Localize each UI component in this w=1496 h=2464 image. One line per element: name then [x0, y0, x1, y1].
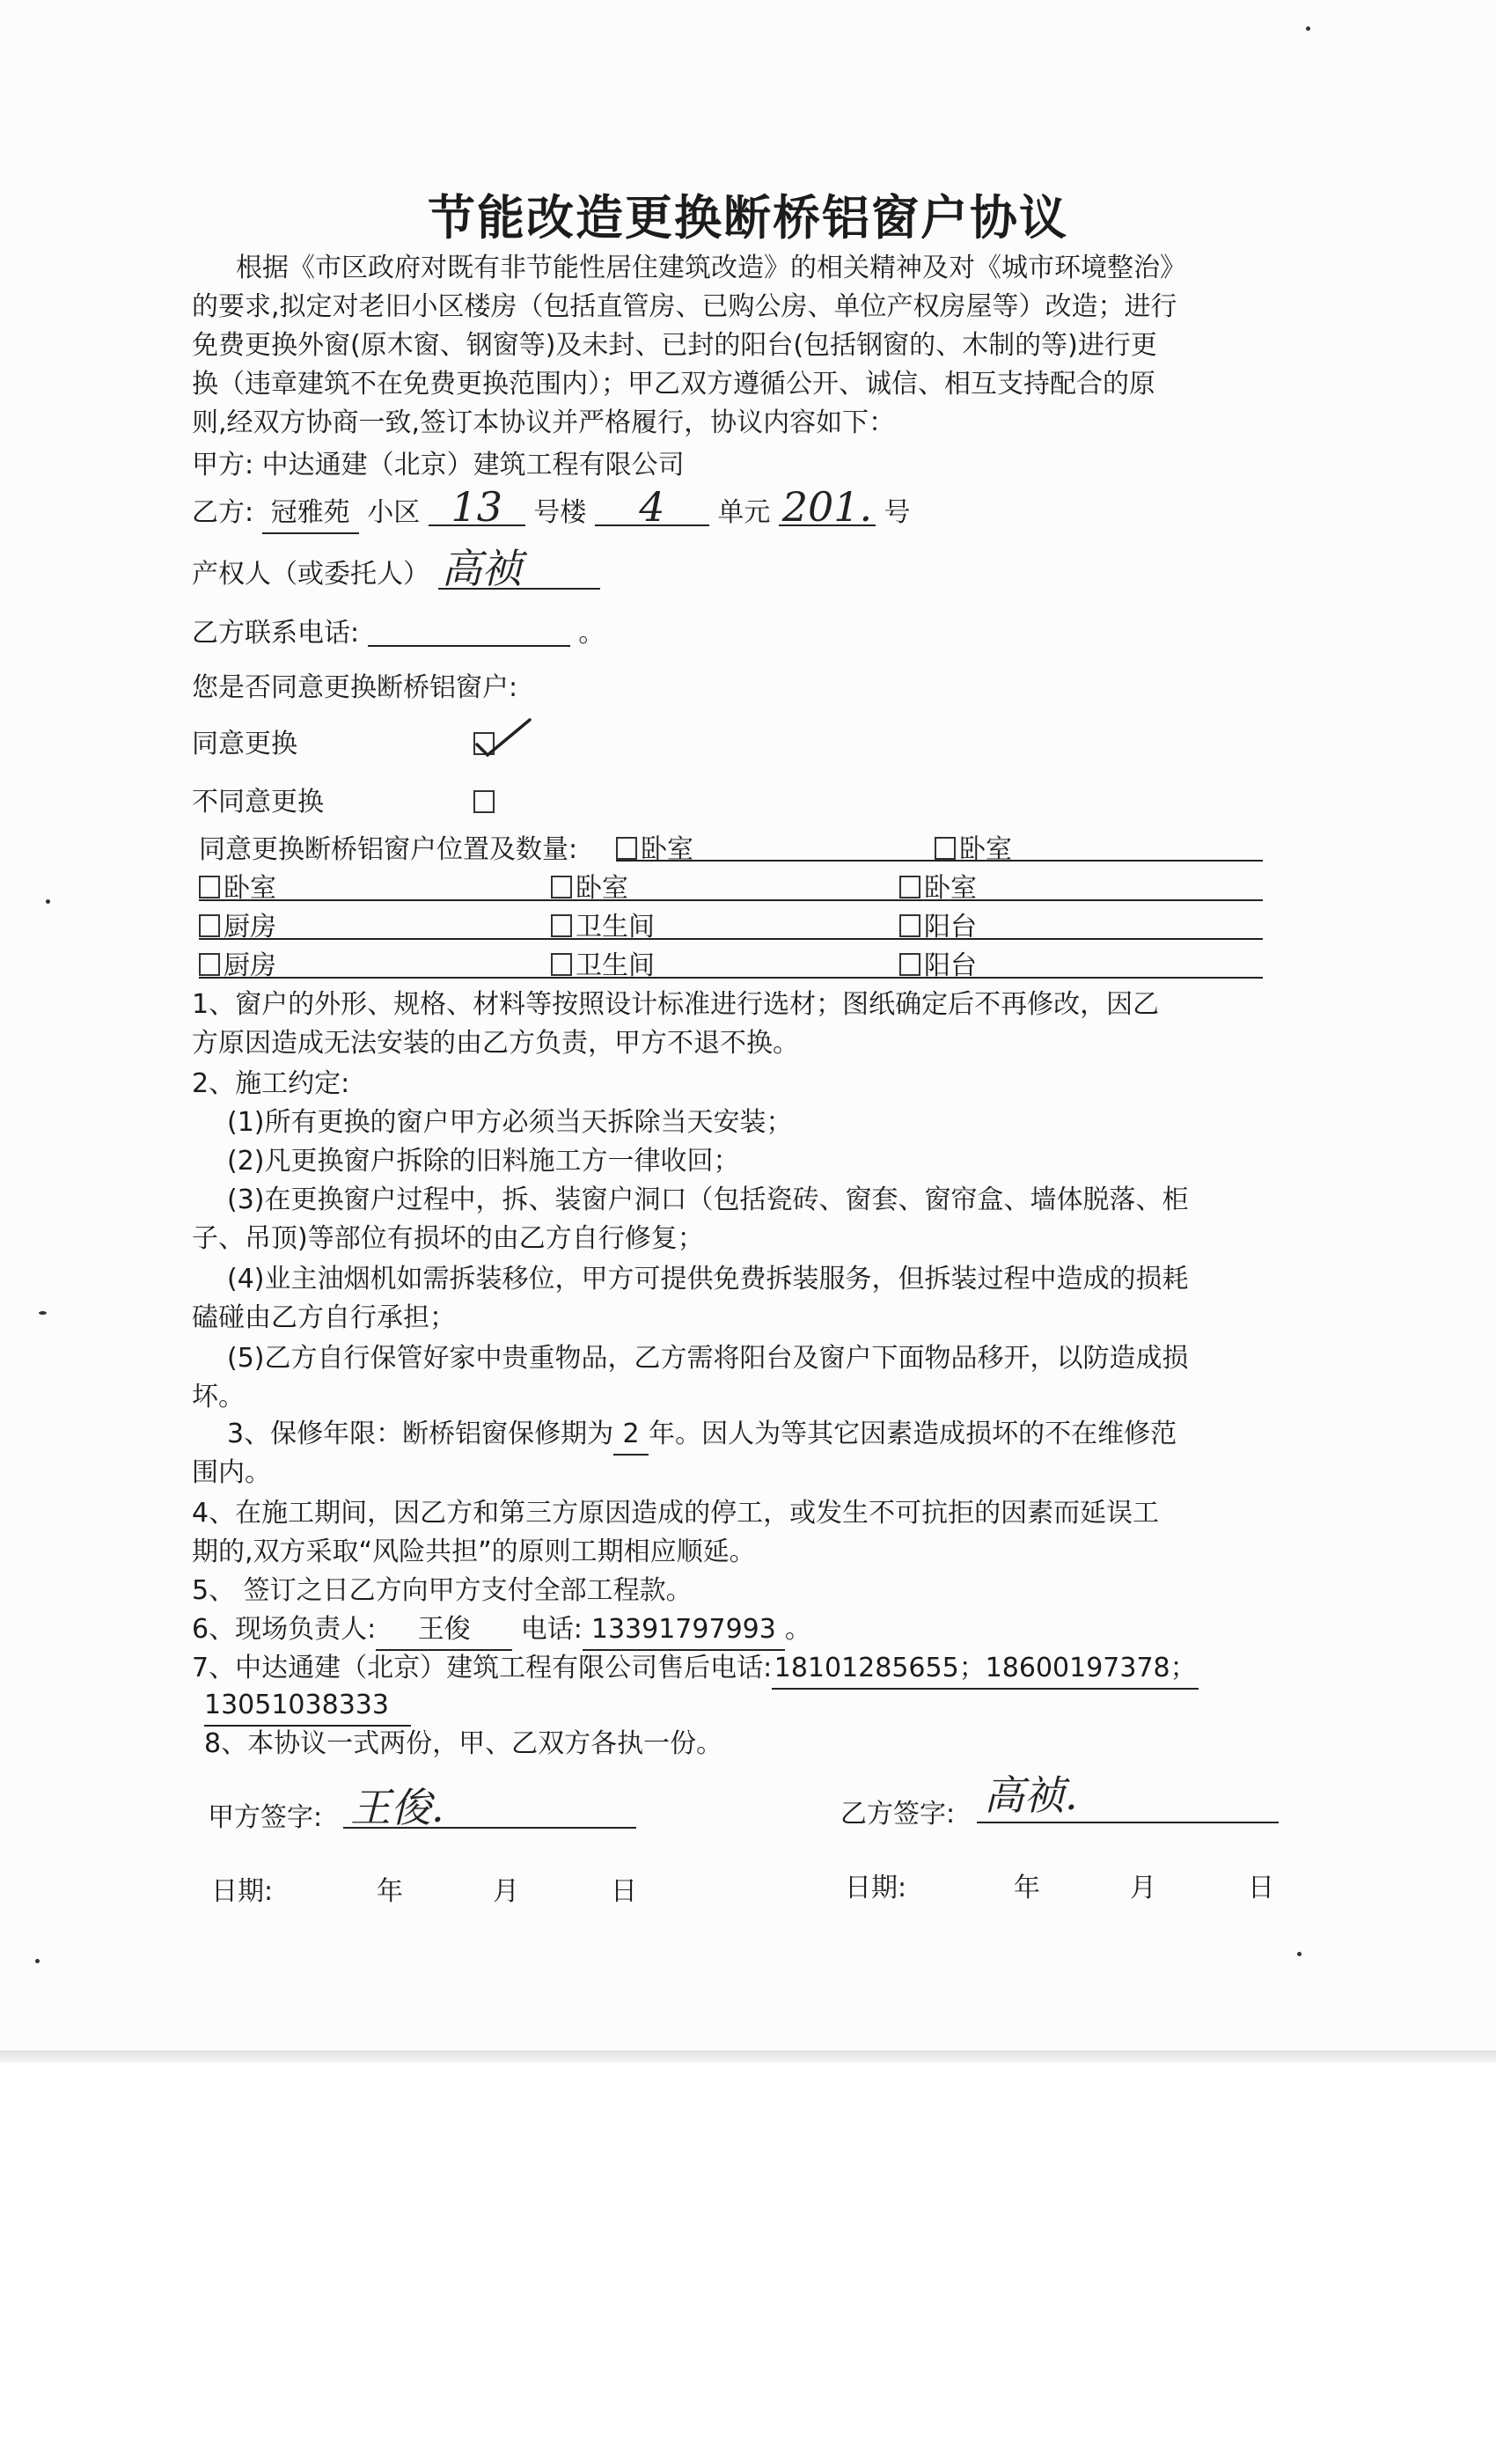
location-cell: 厨房: [199, 908, 276, 947]
room-suffix: 号: [884, 497, 911, 528]
locations-label: 同意更换断桥铝窗户位置及数量:: [199, 834, 578, 865]
community-suffix: 小区: [367, 497, 421, 528]
party-a-name: 中达通建（北京）建筑工程有限公司: [261, 450, 685, 480]
location-cell: 卧室: [899, 869, 977, 908]
site-manager-name: 王俊: [376, 1610, 512, 1651]
sign-b-signature: 高祯.: [977, 1764, 1279, 1823]
clause-6: 6、现场负责人: 王俊 电话: 13391797993 。: [192, 1610, 811, 1651]
intro-line-3: 免费更换外窗(原木窗、钢窗等)及未封、已封的阳台(包括钢窗的、木制的等)进行更: [192, 330, 1157, 361]
date-a-month: 月: [493, 1876, 519, 1907]
clause-5: 5、 签订之日乙方向甲方支付全部工程款。: [192, 1575, 693, 1606]
warranty-years: 2: [613, 1415, 649, 1456]
unit-suffix: 单元: [717, 497, 771, 528]
room-field: 201.: [779, 489, 876, 526]
location-cell: 阳台: [899, 908, 977, 947]
agree-option-label: 同意更换: [192, 729, 297, 759]
sign-a-signature: 王俊.: [343, 1776, 636, 1829]
scan-speck: [1297, 1952, 1302, 1956]
aftersale-phone-3: 13051038333: [204, 1686, 411, 1727]
sign-a-label: 甲方签字:: [208, 1802, 323, 1833]
location-cell: 卧室: [616, 831, 693, 869]
date-a-day: 日: [611, 1876, 637, 1907]
party-b-line: [192, 483, 911, 534]
intro-line-5: 则,经双方协商一致,签订本协议并严格履行，协议内容如下：: [192, 407, 896, 438]
clause-8: 8、本协议一式两份，甲、乙双方各执一份。: [204, 1728, 723, 1759]
intro-line-4: 换（违章建筑不在免费更换范围内）；甲乙双方遵循公开、诚信、相互支持配合的原: [192, 369, 1155, 400]
document-title: 节能改造更换断桥铝窗户协议: [428, 190, 1068, 246]
community-field: 冠雅苑: [262, 494, 359, 534]
date-b-day: 日: [1248, 1873, 1274, 1903]
agree-checkbox: [473, 732, 498, 757]
scan-speck: [35, 1959, 40, 1963]
clause-2-3-line-1: (3)在更换窗户过程中，拆、装窗户洞口（包括瓷砖、窗套、窗帘盒、墙体脱落、柜: [227, 1184, 1189, 1215]
date-a-year: 年: [377, 1876, 403, 1907]
scan-speck: [46, 899, 50, 904]
owner-signature: 高祯: [438, 549, 600, 590]
phone-label: 乙方联系电话:: [192, 618, 360, 649]
owner-line: [192, 545, 600, 594]
clause-4-line-1: 4、在施工期间，因乙方和第三方原因造成的停工，或发生不可抗拒的因素而延误工: [192, 1498, 1160, 1529]
date-b-year: 年: [1014, 1873, 1040, 1903]
intro-line-2: 的要求,拟定对老旧小区楼房（包括直管房、已购公房、单位产权房屋等）改造；进行: [192, 291, 1177, 322]
page-bottom-edge: [0, 2050, 1496, 2063]
location-cell: 卧室: [199, 869, 276, 908]
date-a-label: 日期:: [211, 1876, 274, 1907]
scan-speck: [1306, 26, 1310, 31]
clause-2-5-line-1: (5)乙方自行保管好家中贵重物品，乙方需将阳台及窗户下面物品移开，以防造成损: [227, 1343, 1189, 1374]
date-b-label: 日期:: [845, 1873, 907, 1903]
clause-1-line-1: 1、窗户的外形、规格、材料等按照设计标准进行选材；图纸确定后不再修改，因乙: [192, 989, 1160, 1020]
party-b-label: 乙方:: [192, 497, 254, 528]
unit-field: 4: [595, 489, 709, 526]
site-manager-phone: 13391797993: [583, 1610, 785, 1651]
building-suffix: 号楼: [533, 497, 587, 528]
clause-2-heading: 2、施工约定:: [192, 1068, 350, 1099]
clause-2-4-line-1: (4)业主油烟机如需拆装移位，甲方可提供免费拆装服务，但拆装过程中造成的损耗: [227, 1264, 1189, 1294]
clause-7-line-2: [204, 1686, 411, 1727]
party-a-line: [192, 446, 685, 485]
phone-field: [368, 615, 570, 647]
sign-b-label: 乙方签字:: [840, 1799, 956, 1830]
disagree-option-label: 不同意更换: [192, 787, 324, 818]
location-cell: 阳台: [899, 947, 977, 986]
clause-2-5-line-2: 坏。: [192, 1382, 245, 1412]
clause-4-line-2: 期的,双方采取“风险共担”的原则工期相应顺延。: [192, 1536, 756, 1567]
phone-end: 。: [578, 618, 605, 649]
location-cell: 厨房: [199, 947, 276, 986]
blank-area: [0, 2063, 1496, 2464]
clause-2-4-line-2: 磕碰由乙方自行承担；: [192, 1302, 456, 1333]
intro-line-1: 根据《市区政府对既有非节能性居住建筑改造》的相关精神及对《城市环境整治》: [236, 253, 1186, 283]
scan-speck: [39, 1311, 47, 1315]
location-cell: 卧室: [551, 869, 628, 908]
phone-line: [192, 614, 605, 653]
owner-label: 产权人（或委托人）: [192, 559, 429, 590]
party-a-label: 甲方:: [192, 450, 254, 480]
disagree-checkbox: [473, 790, 498, 815]
clause-2-1: (1)所有更换的窗户甲方必须当天拆除当天安装；: [227, 1107, 793, 1138]
agree-question: 您是否同意更换断桥铝窗户:: [192, 672, 518, 703]
date-b-month: 月: [1130, 1873, 1156, 1903]
location-cell: 卫生间: [551, 908, 655, 947]
clause-7-line-1: 7、中达通建（北京）建筑工程有限公司售后电话:18101285655；18600197378；: [192, 1649, 1199, 1690]
building-field: 13: [429, 489, 525, 526]
location-cell: 卫生间: [551, 947, 655, 986]
clause-3-line-1: 3、保修年限：断桥铝窗保修期为 2 年。因人为等其它因素造成损坏的不在维修范: [227, 1415, 1177, 1456]
check-mark-icon: [473, 715, 535, 759]
clause-2-3-line-2: 子、吊顶)等部位有损坏的由乙方自行修复；: [192, 1223, 704, 1254]
aftersale-phones: 18101285655；18600197378；: [772, 1649, 1199, 1690]
clause-1-line-2: 方原因造成无法安装的由乙方负责，甲方不退不换。: [192, 1028, 799, 1059]
location-cell: 卧室: [935, 831, 1012, 869]
clause-2-2: (2)凡更换窗户拆除的旧料施工方一律收回；: [227, 1146, 740, 1177]
clause-3-line-2: 围内。: [192, 1457, 271, 1488]
